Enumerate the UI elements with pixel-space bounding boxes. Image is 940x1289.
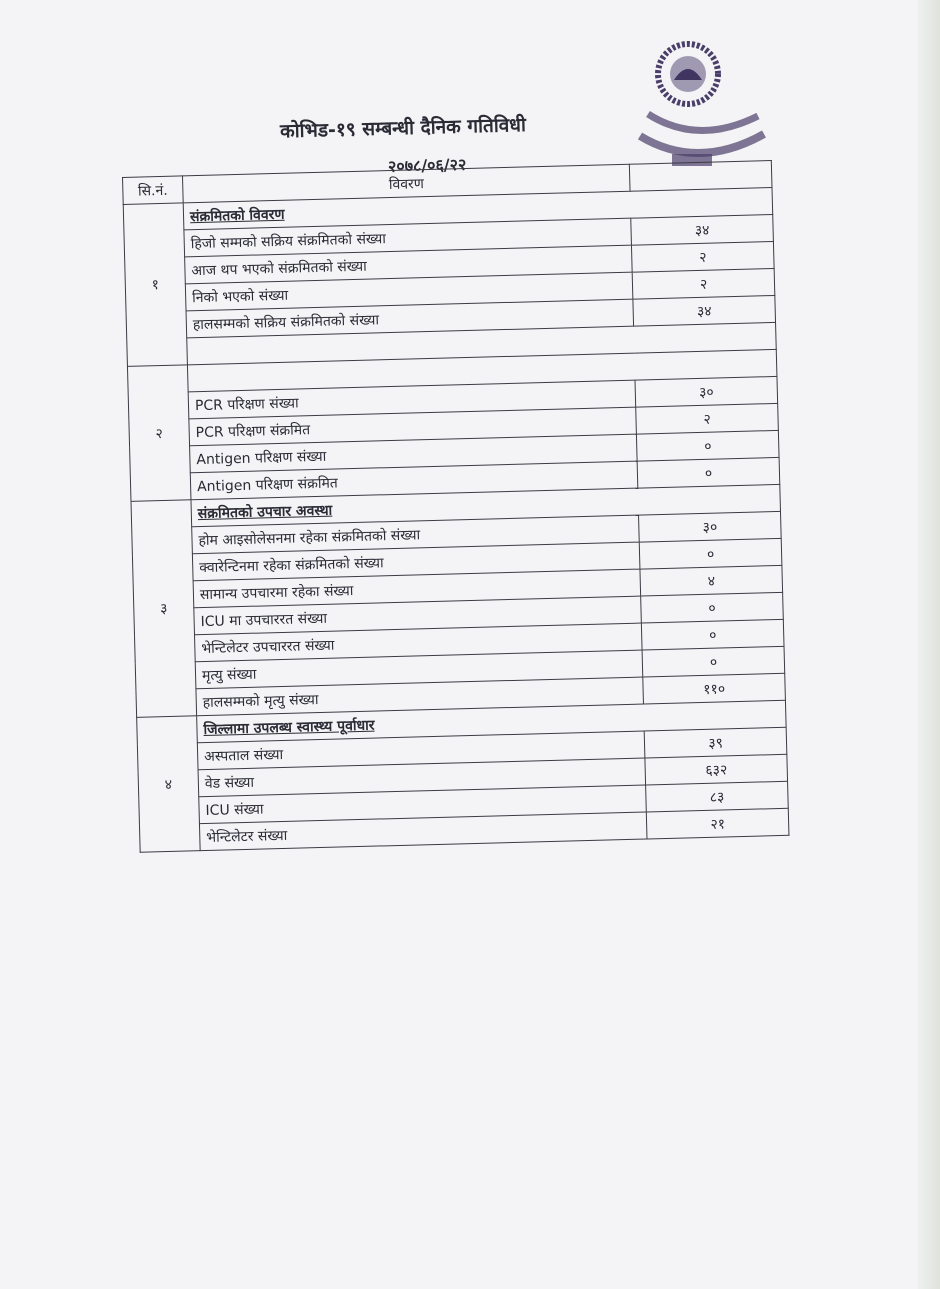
- page-title: कोभिड-१९ सम्बन्धी दैनिक गतिविधी: [279, 114, 527, 143]
- row-label: हिजो सम्मको सक्रिय संक्रमितको संख्या: [184, 218, 632, 257]
- row-value: ३०: [639, 511, 781, 542]
- row-label: भेन्टिलेटर संख्या: [199, 812, 647, 851]
- row-value: ०: [642, 646, 784, 677]
- group-sn: ३: [131, 500, 197, 717]
- section-heading: जिल्लामा उपलब्ध स्वास्थ्य पूर्वाधार: [197, 700, 787, 742]
- group-sn: ४: [137, 716, 200, 853]
- row-value: ०: [642, 619, 784, 650]
- row-value: ३९: [644, 727, 786, 758]
- group-sn: १: [123, 203, 187, 367]
- row-label: निको भएको संख्या: [185, 272, 633, 311]
- section-heading: संक्रमितको विवरण: [183, 187, 773, 229]
- row-label: मृत्यु संख्या: [195, 650, 643, 689]
- row-value: ३०: [635, 376, 777, 407]
- row-label: ICU संख्या: [199, 785, 647, 824]
- row-label: अस्पताल संख्या: [197, 731, 645, 770]
- row-label: भेन्टिलेटर उपचाररत संख्या: [194, 623, 642, 662]
- row-label: होम आइसोलेसनमा रहेका संक्रमितको संख्या: [192, 515, 640, 554]
- row-value: ०: [641, 592, 783, 623]
- col-val-header: [630, 160, 772, 191]
- col-sn-header: सि.नं.: [123, 176, 184, 205]
- report-date: २०७८/०६/२२: [387, 154, 467, 176]
- row-label: PCR परिक्षण संख्या: [188, 380, 636, 419]
- col-desc-header: विवरण: [182, 164, 630, 203]
- row-value: ४: [640, 565, 782, 596]
- row-label: ICU मा उपचाररत संख्या: [194, 596, 642, 635]
- government-seal: [628, 36, 768, 176]
- row-value: २: [636, 403, 778, 434]
- activity-table: [122, 160, 789, 853]
- row-label: वेड संख्या: [198, 758, 646, 797]
- row-label: सामान्य उपचारमा रहेका संख्या: [193, 569, 641, 608]
- row-value: ०: [637, 457, 779, 488]
- row-value: २: [632, 241, 774, 272]
- row-value: ६३२: [645, 754, 787, 785]
- row-label: Antigen परिक्षण संख्या: [190, 434, 638, 473]
- row-label: हालसम्मको सक्रिय संक्रमितको संख्या: [186, 299, 634, 338]
- row-value: ८३: [646, 781, 788, 812]
- row-value: २१: [647, 808, 789, 839]
- section-heading: संक्रमितको उपचार अवस्था: [191, 484, 781, 526]
- row-value: ३४: [631, 214, 773, 245]
- group-sn: २: [127, 365, 190, 502]
- row-value: ३४: [633, 295, 775, 326]
- row-value: ०: [637, 430, 779, 461]
- row-label: Antigen परिक्षण संक्रमित: [190, 461, 638, 500]
- row-label: PCR परिक्षण संक्रमित: [189, 407, 637, 446]
- report-sheet: [122, 160, 789, 853]
- row-value: २: [632, 268, 774, 299]
- row-value: ११०: [643, 673, 785, 704]
- row-label: क्वारेन्टिनमा रहेका संक्रमितको संख्या: [192, 542, 640, 581]
- row-label: हालसम्मको मृत्यु संख्या: [196, 677, 644, 716]
- row-value: ०: [639, 538, 781, 569]
- page-edge: [918, 0, 940, 1289]
- row-label: आज थप भएको संक्रमितको संख्या: [185, 245, 633, 284]
